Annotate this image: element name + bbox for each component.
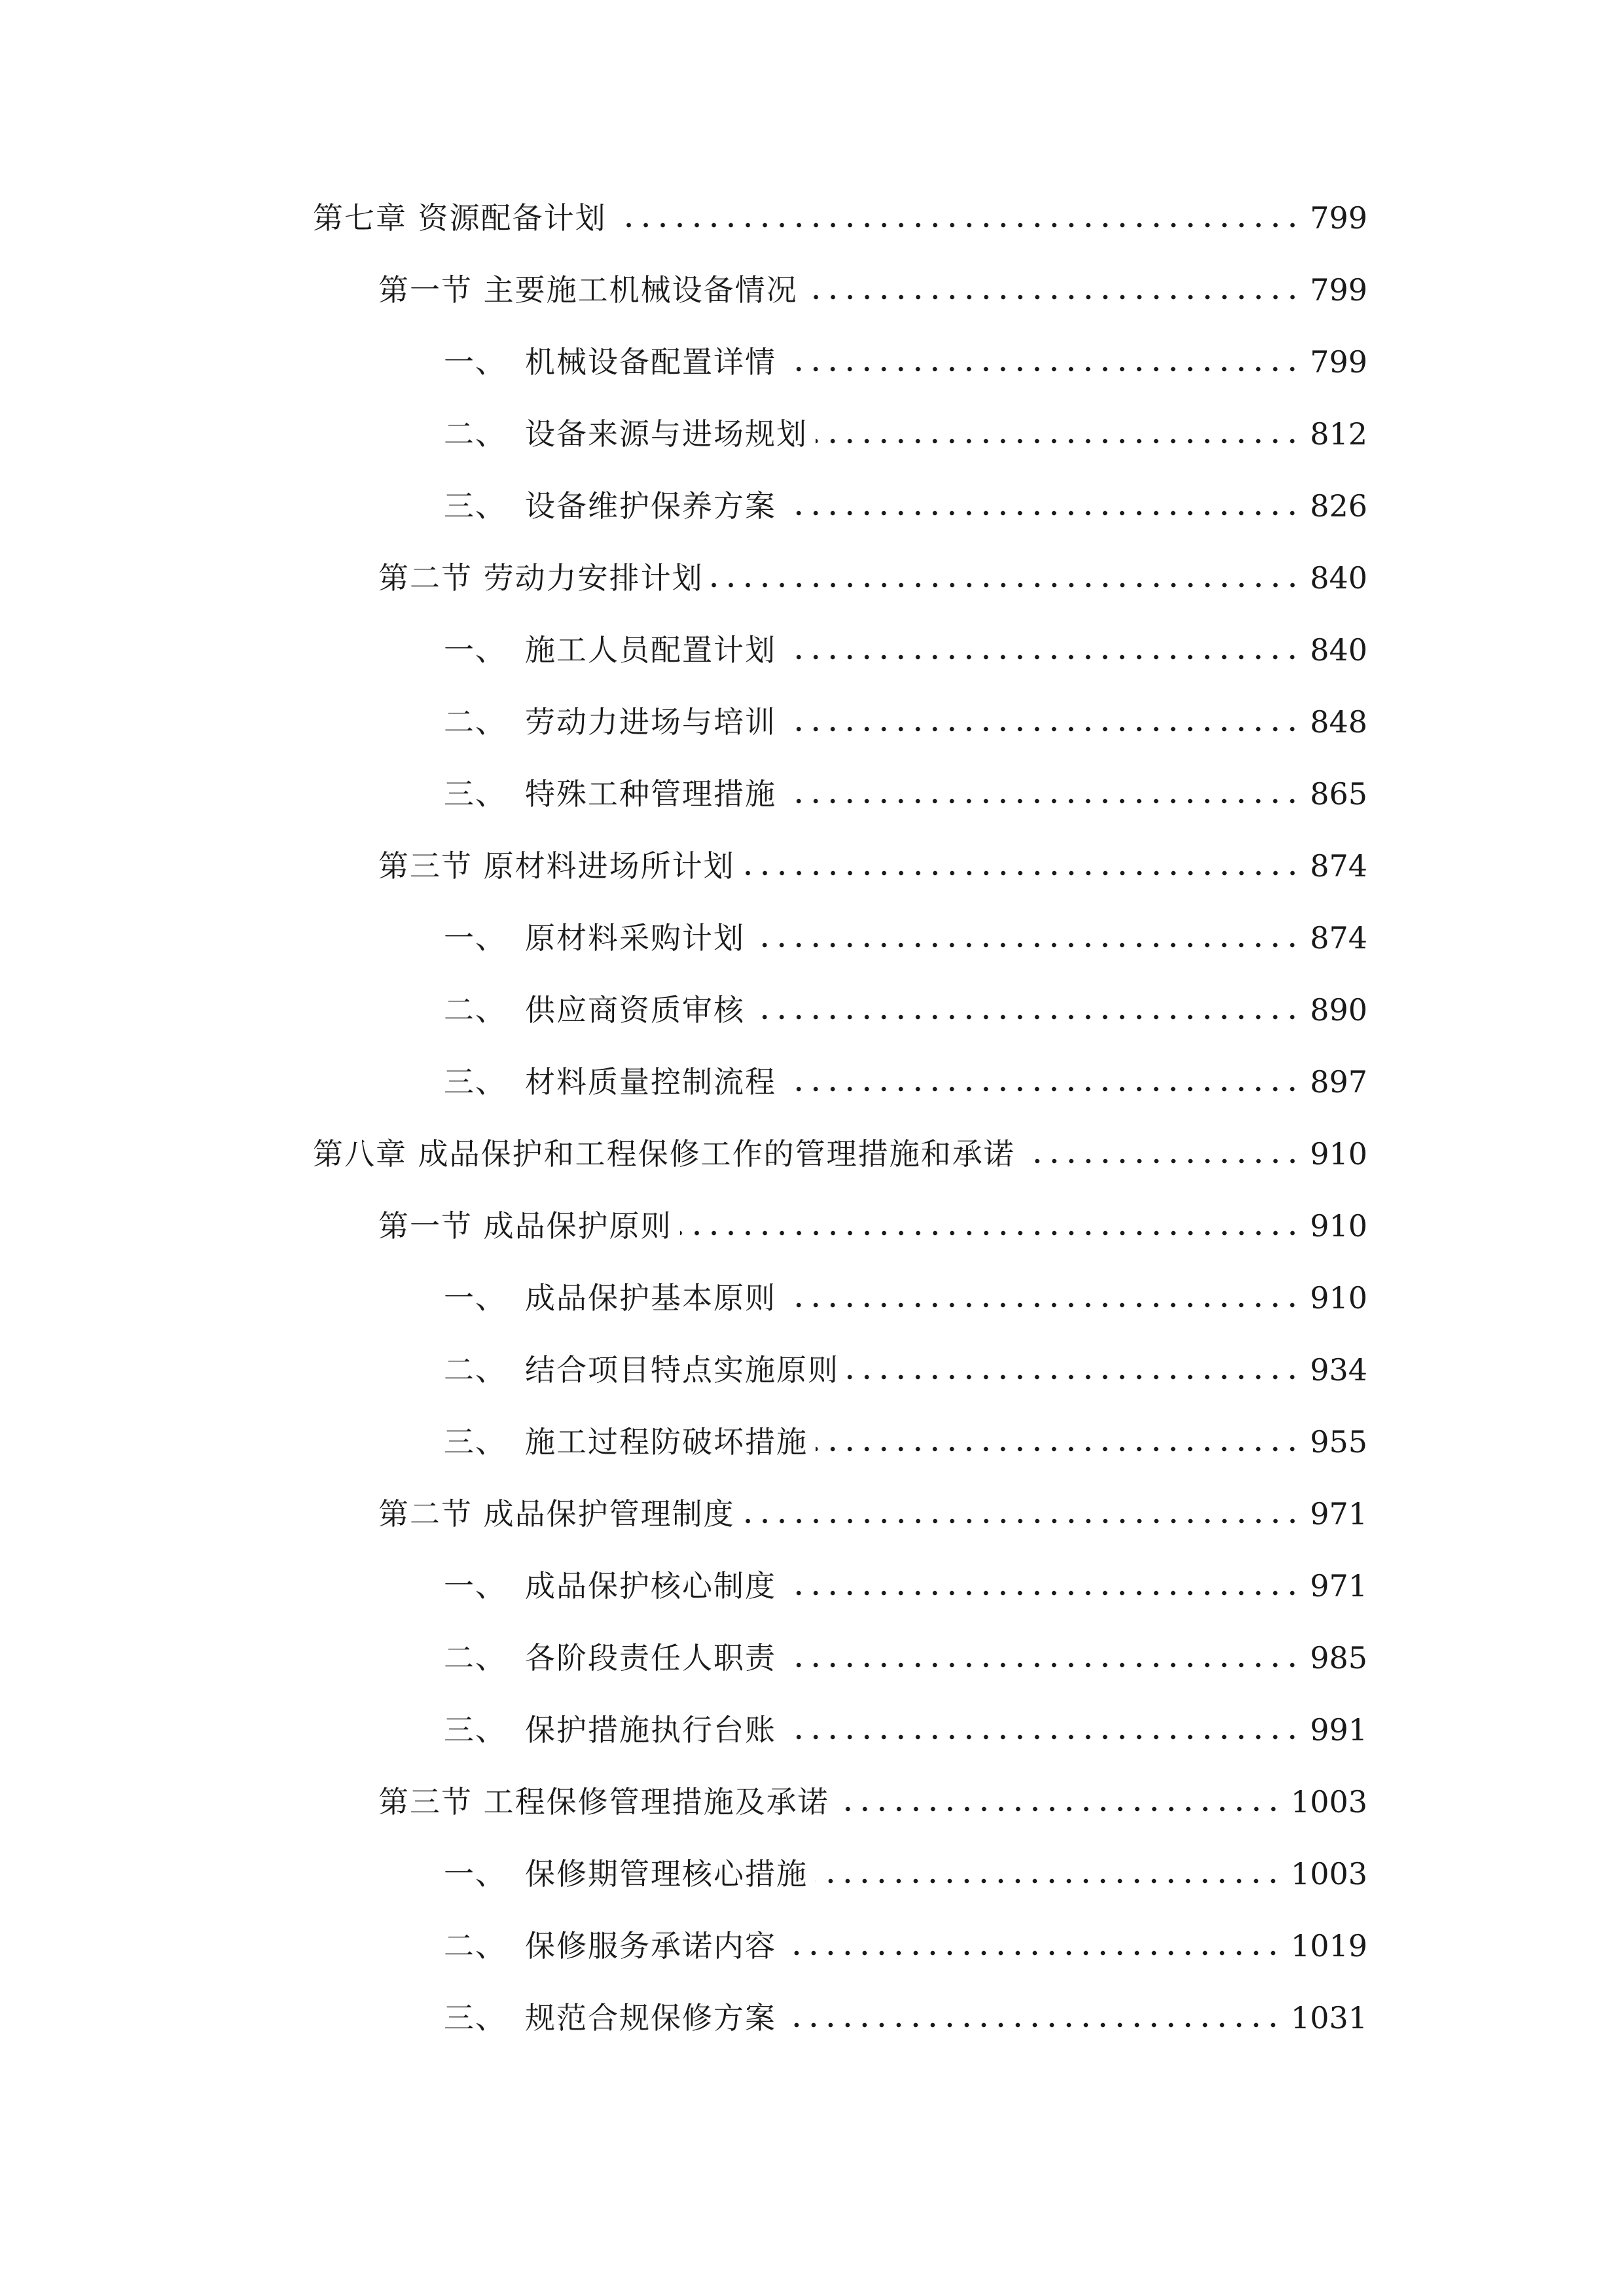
toc-entry-number: 三、: [444, 1064, 507, 1100]
toc-entry-section[interactable]: [0, 542, 1367, 614]
dot-leader: [784, 726, 1301, 732]
toc-entry-title: 工程保修管理措施及承诺: [483, 1784, 829, 1820]
toc-entry-title: 材料质量控制流程: [525, 1064, 776, 1100]
dot-leader: [784, 1662, 1301, 1668]
toc-entry-number: 第三节: [378, 1784, 473, 1820]
toc-entry-number: 二、: [444, 1640, 507, 1676]
toc-entry-subsection[interactable]: [0, 398, 1367, 470]
toc-entry-subsection[interactable]: [0, 902, 1367, 974]
toc-entry-title: 成品保护原则: [483, 1208, 672, 1244]
toc-entry-number: 第一节: [378, 1208, 473, 1244]
toc-entry-subsection[interactable]: [0, 1982, 1367, 2054]
toc-entry-number: 一、: [444, 920, 507, 956]
toc-entry-page-number: 799: [1310, 272, 1367, 308]
dot-leader: [784, 510, 1301, 516]
dot-leader: [806, 294, 1301, 300]
toc-entry-title: 成品保护基本原则: [525, 1280, 776, 1316]
dot-leader: [837, 1806, 1282, 1812]
dot-leader: [784, 1590, 1301, 1596]
dot-leader: [784, 366, 1301, 372]
dot-leader: [712, 582, 1301, 588]
dot-leader: [743, 870, 1301, 876]
toc-entry-title: 设备维护保养方案: [525, 488, 776, 524]
toc-entry-label: [444, 974, 745, 1046]
toc-entry-page-number: 934: [1310, 1352, 1367, 1388]
toc-entry-number: 三、: [444, 2000, 507, 2036]
toc-entry-page-number: 812: [1310, 416, 1367, 452]
dot-leader: [784, 798, 1301, 804]
toc-entry-label: [378, 1190, 672, 1262]
toc-entry-title: 机械设备配置详情: [525, 344, 776, 380]
toc-entry-subsection[interactable]: [0, 1262, 1367, 1334]
toc-entry-page-number: 1031: [1290, 2000, 1367, 2036]
toc-entry-number: 三、: [444, 1712, 507, 1748]
toc-entry-title: 供应商资质审核: [525, 992, 745, 1028]
toc-entry-page-number: 826: [1310, 488, 1367, 524]
toc-entry-page-number: 985: [1310, 1640, 1367, 1676]
toc-entry-title: 特殊工种管理措施: [525, 776, 776, 812]
toc-entry-label: [313, 182, 607, 254]
dot-leader: [743, 1518, 1301, 1524]
toc-entry-title: 劳动力安排计划: [483, 560, 704, 596]
toc-entry-title: 成品保护管理制度: [483, 1496, 735, 1532]
toc-entry-page-number: 840: [1310, 632, 1367, 668]
dot-leader: [816, 1446, 1301, 1452]
toc-entry-subsection[interactable]: [0, 1334, 1367, 1406]
toc-entry-section[interactable]: [0, 830, 1367, 902]
toc-entry-page-number: 874: [1310, 920, 1367, 956]
toc-entry-title: 各阶段责任人职责: [525, 1640, 776, 1676]
toc-entry-title: 成品保护核心制度: [525, 1568, 776, 1604]
toc-entry-number: 二、: [444, 1928, 507, 1964]
toc-entry-number: 第七章: [313, 200, 407, 236]
toc-entry-page-number: 874: [1310, 848, 1367, 884]
toc-entry-subsection[interactable]: [0, 1910, 1367, 1982]
toc-entry-title: 施工人员配置计划: [525, 632, 776, 668]
toc-entry-label: [444, 1622, 776, 1694]
dot-leader: [784, 1950, 1282, 1956]
dot-leader: [784, 1734, 1301, 1740]
dot-leader: [1023, 1158, 1301, 1164]
toc-entry-number: 三、: [444, 488, 507, 524]
toc-entry-subsection[interactable]: [0, 1550, 1367, 1622]
toc-entry-page-number: 971: [1310, 1496, 1367, 1532]
toc-entry-label: [444, 902, 745, 974]
toc-entry-subsection[interactable]: [0, 1694, 1367, 1766]
toc-entry-label: [444, 398, 808, 470]
toc-entry-number: 一、: [444, 1568, 507, 1604]
toc-entry-title: 主要施工机械设备情况: [483, 272, 798, 308]
toc-entry-label: [444, 1334, 839, 1406]
toc-entry-title: 保护措施执行台账: [525, 1712, 776, 1748]
toc-entry-label: [378, 830, 735, 902]
toc-entry-number: 第八章: [313, 1136, 407, 1172]
toc-entry-page-number: 897: [1310, 1064, 1367, 1100]
toc-entry-number: 一、: [444, 1856, 507, 1892]
toc-entry-subsection[interactable]: [0, 1622, 1367, 1694]
toc-entry-number: 二、: [444, 704, 507, 740]
toc-entry-subsection[interactable]: [0, 1046, 1367, 1118]
toc-entry-label: [444, 470, 776, 542]
toc-entry-section[interactable]: [0, 1766, 1367, 1838]
toc-entry-number: 二、: [444, 992, 507, 1028]
toc-entry-label: [313, 1118, 1015, 1190]
toc-entry-subsection[interactable]: [0, 1406, 1367, 1478]
toc-entry-label: [444, 1406, 808, 1478]
toc-entry-title: 资源配备计划: [418, 200, 607, 236]
toc-entry-subsection[interactable]: [0, 614, 1367, 686]
toc-entry-label: [444, 758, 776, 830]
toc-entry-page-number: 971: [1310, 1568, 1367, 1604]
toc-entry-number: 第三节: [378, 848, 473, 884]
toc-entry-label: [444, 1982, 776, 2054]
toc-entry-section[interactable]: [0, 254, 1367, 326]
toc-entry-page-number: 910: [1310, 1280, 1367, 1316]
toc-entry-label: [444, 1262, 776, 1334]
dot-leader: [615, 222, 1301, 228]
toc-entry-page-number: 848: [1310, 704, 1367, 740]
toc-entry-label: [378, 254, 798, 326]
toc-entry-number: 一、: [444, 632, 507, 668]
dot-leader: [847, 1374, 1301, 1380]
toc-entry-subsection[interactable]: [0, 326, 1367, 398]
toc-entry-title: 原材料进场所计划: [483, 848, 735, 884]
toc-entry-label: [444, 326, 776, 398]
dot-leader: [784, 654, 1301, 660]
toc-entry-page-number: 799: [1310, 344, 1367, 380]
toc-entry-title: 施工过程防破坏措施: [525, 1424, 808, 1460]
toc-entry-label: [444, 1550, 776, 1622]
toc-entry-number: 二、: [444, 1352, 507, 1388]
dot-leader: [753, 1014, 1301, 1020]
toc-entry-chapter-7[interactable]: [0, 182, 1367, 254]
toc-entry-label: [378, 1478, 735, 1550]
toc-entry-number: 三、: [444, 1424, 507, 1460]
toc-entry-page-number: 955: [1310, 1424, 1367, 1460]
toc-entry-subsection[interactable]: [0, 686, 1367, 758]
toc-entry-title: 原材料采购计划: [525, 920, 745, 956]
toc-entry-label: [444, 614, 776, 686]
toc-entry-number: 二、: [444, 416, 507, 452]
dot-leader: [816, 1878, 1282, 1884]
toc-entry-number: 三、: [444, 776, 507, 812]
toc-entry-page-number: 910: [1310, 1208, 1367, 1244]
toc-entry-title: 结合项目特点实施原则: [525, 1352, 839, 1388]
toc-entry-section[interactable]: [0, 1190, 1367, 1262]
dot-leader: [753, 942, 1301, 948]
toc-entry-title: 保修期管理核心措施: [525, 1856, 808, 1892]
toc-entry-title: 成品保护和工程保修工作的管理措施和承诺: [418, 1136, 1015, 1172]
toc-entry-subsection[interactable]: [0, 974, 1367, 1046]
toc-entry-label: [444, 1046, 776, 1118]
toc-entry-title: 保修服务承诺内容: [525, 1928, 776, 1964]
toc-entry-label: [378, 1766, 829, 1838]
toc-entry-subsection[interactable]: [0, 758, 1367, 830]
toc-entry-page-number: 799: [1310, 200, 1367, 236]
toc-entry-number: 一、: [444, 344, 507, 380]
toc-entry-page-number: 1019: [1290, 1928, 1367, 1964]
dot-leader: [784, 2022, 1282, 2028]
toc-entry-label: [444, 1910, 776, 1982]
toc-entry-label: [444, 1838, 808, 1910]
toc-entry-page-number: 1003: [1290, 1856, 1367, 1892]
dot-leader: [784, 1086, 1301, 1092]
toc-entry-title: 规范合规保修方案: [525, 2000, 776, 2036]
toc-entry-page-number: 890: [1310, 992, 1367, 1028]
toc-entry-section[interactable]: [0, 1478, 1367, 1550]
toc-entry-page-number: 865: [1310, 776, 1367, 812]
toc-entry-title: 劳动力进场与培训: [525, 704, 776, 740]
toc-entry-number: 第一节: [378, 272, 473, 308]
toc-entry-page-number: 1003: [1290, 1784, 1367, 1820]
toc-entry-number: 一、: [444, 1280, 507, 1316]
dot-leader: [816, 438, 1301, 444]
dot-leader: [680, 1230, 1301, 1236]
toc-entry-page-number: 910: [1310, 1136, 1367, 1172]
toc-entry-subsection[interactable]: [0, 470, 1367, 542]
toc-entry-page-number: 991: [1310, 1712, 1367, 1748]
dot-leader: [784, 1302, 1301, 1308]
toc-entry-page-number: 840: [1310, 560, 1367, 596]
toc-entry-label: [444, 1694, 776, 1766]
toc-entry-chapter-8[interactable]: [0, 1118, 1367, 1190]
toc-entry-label: [444, 686, 776, 758]
toc-entry-number: 第二节: [378, 560, 473, 596]
toc-entry-title: 设备来源与进场规划: [525, 416, 808, 452]
toc-entry-subsection[interactable]: [0, 1838, 1367, 1910]
toc-entry-number: 第二节: [378, 1496, 473, 1532]
toc-entry-label: [378, 542, 704, 614]
